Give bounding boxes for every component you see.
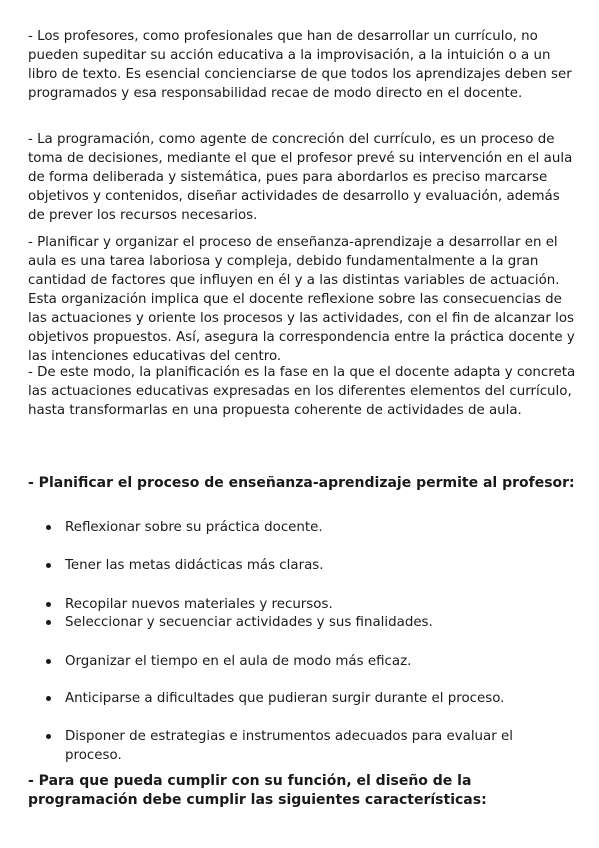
- list-item-text: Anticiparse a dificultades que pudieran surgir durante el proceso.: [65, 691, 505, 706]
- bullet-icon: [46, 734, 51, 739]
- section-heading-planificar: - Planificar el proceso de enseñanza-aprendizaje permite al profesor:: [28, 475, 575, 491]
- bullet-icon: [46, 602, 51, 607]
- list-item: [46, 652, 546, 671]
- bullet-icon: [46, 525, 51, 530]
- list-item-text: Recopilar nuevos materiales y recursos.: [65, 597, 333, 612]
- list-item: [46, 595, 546, 614]
- bullet-icon: [46, 696, 51, 701]
- list-item: [46, 518, 546, 537]
- paragraph-2: - La programación, como agente de concreción del currículo, es un proceso de toma de decisiones, mediante el que el profesor prevé su intervención en el aula de forma deliberada y sistemática, pues para abordarlos es preciso marcarse objetivos y contenidos, diseñar actividades de desarrollo y evaluación, además de prever los recursos necesarios.: [28, 132, 573, 223]
- list-item: [46, 689, 546, 708]
- list-item: [46, 727, 546, 765]
- list-item-text: Disponer de estrategias e instrumentos adecuados para evaluar el proceso.: [65, 729, 513, 763]
- paragraph-1: - Los profesores, como profesionales que han de desarrollar un currículo, no pueden supeditar su acción educativa a la improvisación, a la intuición o a un libro de texto. Es esencial concienciarse de que todos los aprendizajes deben ser programados y esa responsabilidad recae de modo directo en el docente.: [28, 29, 572, 101]
- bullet-icon: [46, 620, 51, 625]
- list-item: [46, 613, 546, 632]
- list-item-text: Seleccionar y secuenciar actividades y sus finalidades.: [65, 615, 433, 630]
- list-item-text: Reflexionar sobre su práctica docente.: [65, 520, 323, 535]
- section-heading-caracteristicas: - Para que pueda cumplir con su función, el diseño de la programación debe cumplir las siguientes características:: [28, 773, 487, 808]
- bullet-icon: [46, 659, 51, 664]
- paragraph-3: - Planificar y organizar el proceso de enseñanza-aprendizaje a desarrollar en el aula es una tarea laboriosa y compleja, debido fundamentalmente a la gran cantidad de factores que influyen en él y a las distintas variables de actuación. Esta organización implica que el docente reflexione sobre las consecuencias de las actuaciones y oriente los procesos y las actividades, con el fin de alcanzar los objetivos propuestos. Así, asegura la correspondencia entre la práctica docente y las intenciones educativas del centro.: [28, 235, 575, 364]
- list-item-text: Tener las metas didácticas más claras.: [65, 558, 324, 573]
- bullet-icon: [46, 563, 51, 568]
- list-item: [46, 556, 546, 575]
- list-item-text: Organizar el tiempo en el aula de modo más eficaz.: [65, 654, 412, 669]
- paragraph-4: - De este modo, la planificación es la fase en la que el docente adapta y concreta las actuaciones educativas expresadas en los diferentes elementos del currículo, hasta transformarlas en una propuesta coherente de actividades de aula.: [28, 365, 576, 418]
